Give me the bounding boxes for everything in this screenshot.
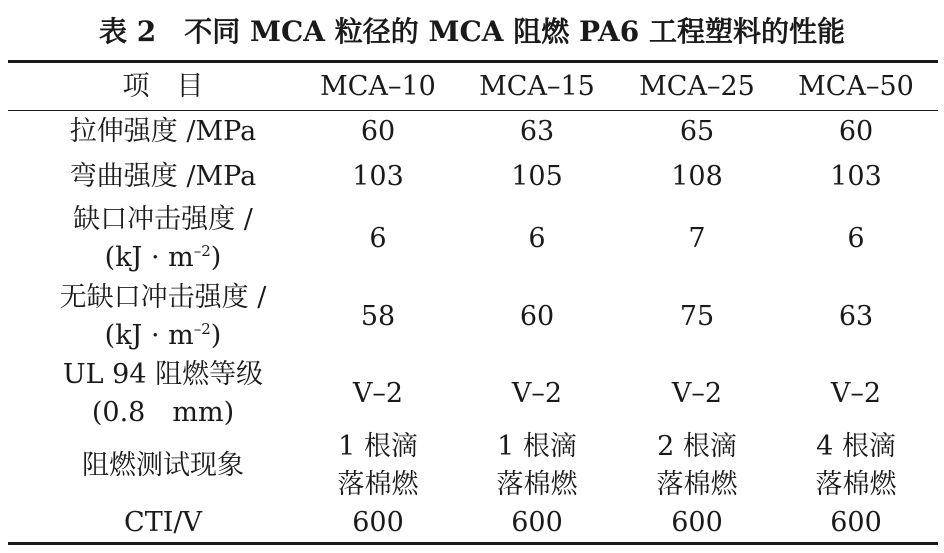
table-number: 表 2 [99,15,157,48]
table-cell: V–2 [511,378,563,409]
header-col-3: MCA–25 [639,70,755,102]
row-label-cti: CTI/V [124,507,202,538]
table-cell: 600 [511,507,563,538]
table-cell: 60 [838,116,874,147]
table-cell: 103 [352,161,404,192]
table-cell: 63 [838,301,874,332]
row-label-unnotched-impact: 无缺口冲击强度 / $(kJ \cdot m^{-2})$ [59,282,267,351]
table-title: 不同 MCA 粒径的 MCA 阻燃 PA6 工程塑料的性能 [184,15,845,48]
table-cell: 600 [671,507,723,538]
table-cell: 63 [519,116,555,147]
table-cell: 105 [511,161,563,192]
row-label-ul94: UL 94 阻燃等级 (0.8 mm) [62,359,264,428]
table-cell: V–2 [671,378,723,409]
table-cell: 6 [528,223,546,254]
table-cell: 103 [830,161,882,192]
row-label-tensile: 拉伸强度 /MPa [69,116,257,147]
table-cell: V–2 [830,378,882,409]
table-cell: 6 [369,223,387,254]
table-cell: 65 [679,116,715,147]
table-cell: 1 根滴 落棉燃 [337,431,419,500]
table-cell: 7 [688,223,706,254]
table-cell: V–2 [352,378,404,409]
table-cell: 600 [352,507,404,538]
bottom-rule [8,542,938,545]
table-cell: 58 [360,301,396,332]
table-cell: 75 [679,301,715,332]
table-cell: 2 根滴 落棉燃 [656,431,738,500]
header-col-2: MCA–15 [479,70,595,102]
table-cell: 108 [671,161,723,192]
header-col-1: MCA–10 [320,70,436,102]
row-label-notched-impact: 缺口冲击强度 / $(kJ \cdot m^{-2})$ [73,204,253,273]
table-cell: 6 [847,223,865,254]
table-cell: 60 [360,116,396,147]
row-label-burning-test: 阻燃测试现象 [82,450,244,481]
row-label-flexural: 弯曲强度 /MPa [69,161,257,192]
table-cell: 60 [519,301,555,332]
table-caption [0,10,944,54]
header-item: 项 目 [122,70,204,102]
table-cell: 4 根滴 落棉燃 [815,431,897,500]
table-cell: 600 [830,507,882,538]
table-cell: 1 根滴 落棉燃 [496,431,578,500]
header-col-4: MCA–50 [798,70,914,102]
